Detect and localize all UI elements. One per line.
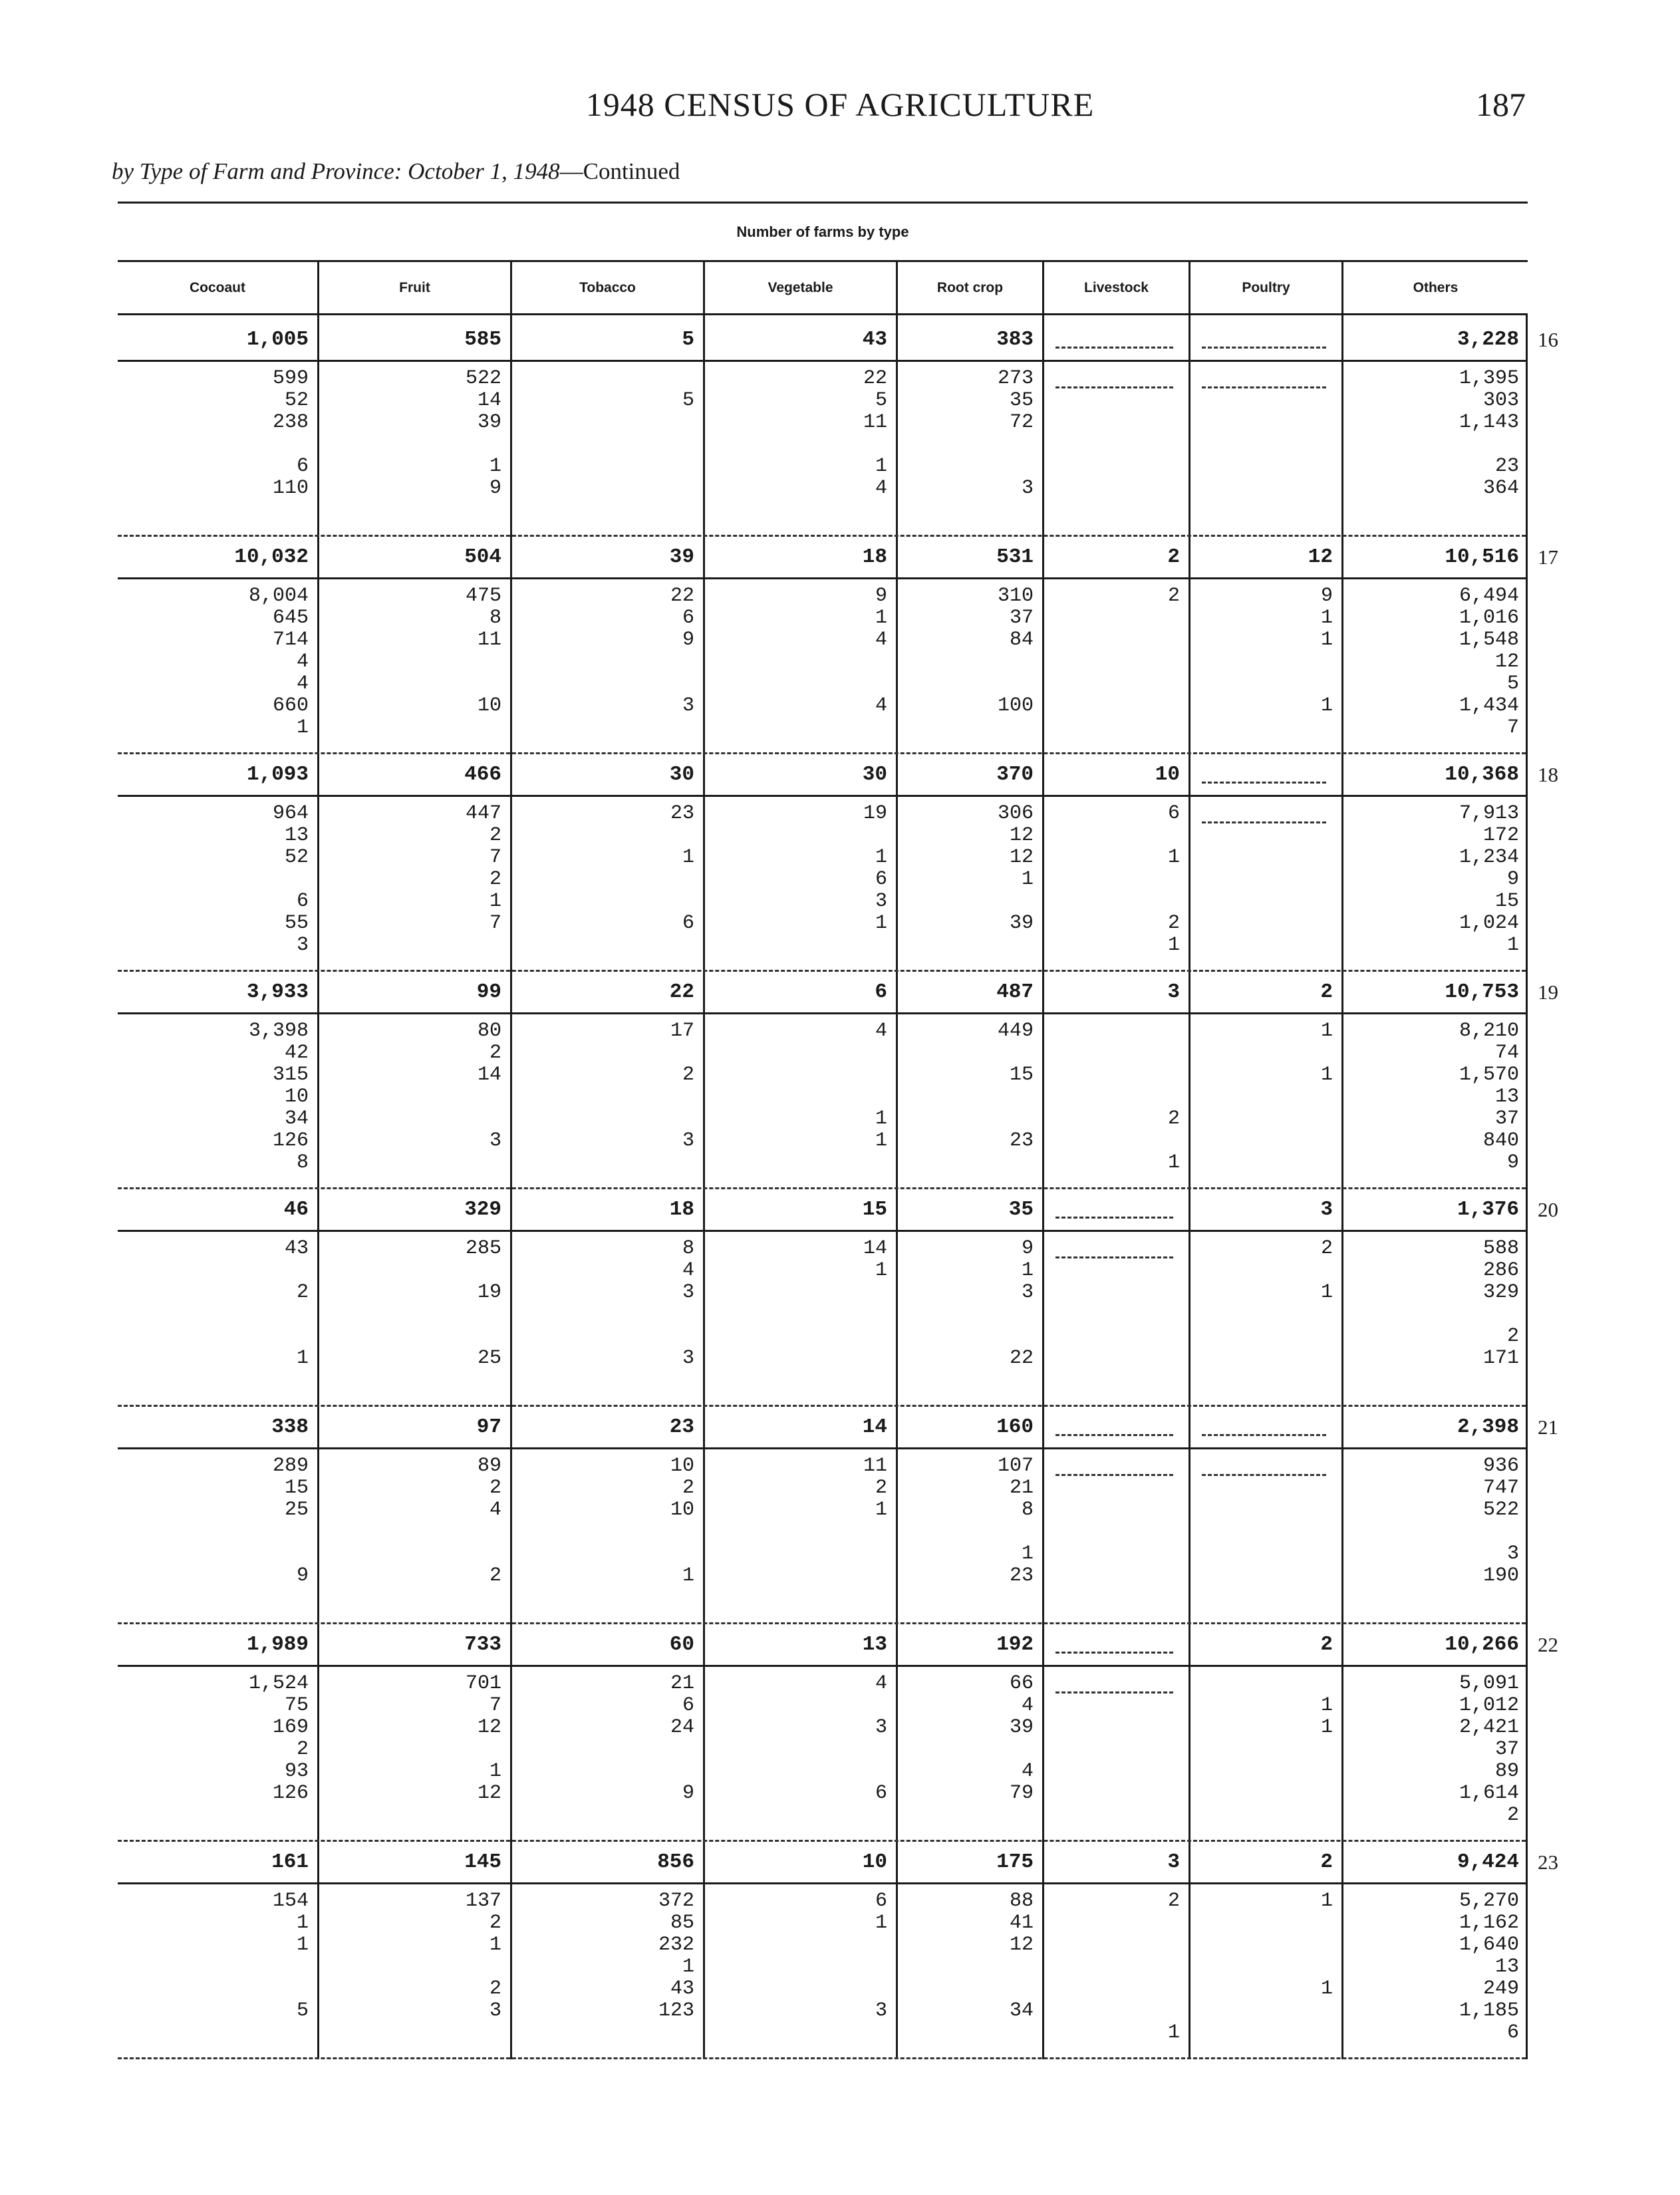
total-value: 1,093 [246, 763, 309, 786]
leader-dots [1055, 1474, 1173, 1476]
subtitle-continued: —Continued [559, 158, 680, 184]
total-value: 2 [1320, 1850, 1333, 1874]
data-column-values: 23 1 6 [670, 802, 694, 935]
total-value: 60 [669, 1633, 694, 1656]
table-group [118, 755, 1528, 972]
row-number: 19 [1538, 980, 1558, 1004]
leader-dots [1202, 782, 1326, 784]
data-column-values: 2 [1167, 585, 1180, 607]
data-column-values: 4 3 6 [875, 1672, 887, 1805]
data-column-values: 1 1 [1320, 1890, 1333, 2000]
data-column-values: 2 1 [1167, 1107, 1180, 1174]
data-column-values: 6,494 1,016 1,548 12 5 1,434 7 [1459, 585, 1519, 739]
running-head: 1948 CENSUS OF AGRICULTURE [585, 86, 1095, 123]
table-group [118, 1190, 1528, 1407]
total-value: 15 [862, 1198, 887, 1221]
total-value: 145 [464, 1850, 501, 1874]
data-column-values: 66 4 39 4 79 [1009, 1672, 1034, 1805]
total-value: 10,368 [1445, 763, 1519, 786]
row-number: 18 [1538, 763, 1558, 786]
total-value: 30 [669, 763, 694, 786]
total-value: 1,989 [246, 1633, 309, 1656]
group-divider [118, 1405, 1526, 1407]
data-column-values: 289 15 25 9 [272, 1455, 309, 1587]
data-column-values: 43 2 1 [284, 1237, 309, 1370]
total-value: 10 [1155, 763, 1180, 786]
data-column-values: 6 1 3 [875, 1890, 887, 2022]
data-column-values: 599 52 238 6 110 [272, 367, 309, 500]
data-column-values: 2 1 [1320, 1237, 1333, 1304]
data-column-values: 4 1 1 [875, 1020, 887, 1152]
total-value: 175 [996, 1850, 1034, 1874]
total-value: 9,424 [1457, 1850, 1519, 1874]
data-column-values: 9 1 4 4 [875, 585, 887, 717]
total-value: 2 [1320, 1633, 1333, 1656]
total-value: 43 [862, 328, 887, 351]
data-column-values: 522 14 39 1 9 [465, 367, 501, 500]
data-column-values: 14 1 [863, 1237, 887, 1282]
data-column-values: 22 6 9 3 [670, 585, 694, 717]
column-header-tobacco: Tobacco [510, 262, 703, 315]
data-column-values: 88 41 12 34 [1009, 1890, 1034, 2022]
total-value: 2 [1320, 980, 1333, 1004]
subtitle-main: by Type of Farm and Province: October 1, 1948 [112, 158, 560, 184]
total-value: 531 [996, 545, 1034, 569]
data-column-values: 285 19 25 [465, 1237, 501, 1370]
data-column-values: 310 37 84 100 [997, 585, 1034, 717]
table-subtitle [112, 158, 680, 185]
data-column-values: 21 6 24 9 [670, 1672, 694, 1805]
data-column-values: 107 21 8 1 23 [997, 1455, 1034, 1587]
total-value: 160 [996, 1415, 1034, 1439]
leader-dots [1055, 1217, 1173, 1219]
data-column-values: 2 1 [1167, 1890, 1180, 2044]
group-divider [118, 1840, 1526, 1842]
data-column-values: 964 13 52 6 55 3 [272, 802, 309, 956]
total-value: 6 [875, 980, 887, 1004]
farm-type-table [118, 202, 1558, 2059]
data-column-values: 588 286 329 2 171 [1482, 1237, 1519, 1370]
row-number: 16 [1538, 328, 1558, 351]
leader-dots [1202, 821, 1326, 823]
data-column-values: 8,004 645 714 4 4 660 1 [248, 585, 309, 739]
data-column-values: 10 2 10 1 [670, 1455, 694, 1587]
data-column-values: 154 1 1 5 [272, 1890, 309, 2022]
total-value: 97 [476, 1415, 501, 1439]
total-value: 39 [669, 545, 694, 569]
total-value: 383 [996, 328, 1034, 351]
data-column-values: 137 2 1 2 3 [465, 1890, 501, 2022]
total-value: 338 [271, 1415, 309, 1439]
total-value: 504 [464, 545, 501, 569]
data-column-values: 17 2 3 [670, 1020, 694, 1152]
total-row [118, 1190, 1528, 1232]
leader-dots [1202, 1474, 1326, 1476]
column-header-livestock: Livestock [1042, 262, 1189, 315]
total-row [118, 1625, 1528, 1667]
data-column-values: 22 5 11 1 4 [863, 367, 887, 500]
total-value: 487 [996, 980, 1034, 1004]
total-value: 2 [1167, 545, 1180, 569]
column-header-fruit: Fruit [317, 262, 510, 315]
total-row [118, 1842, 1528, 1884]
total-value: 329 [464, 1198, 501, 1221]
total-value: 12 [1308, 545, 1333, 569]
leader-dots [1202, 347, 1326, 349]
total-value: 99 [476, 980, 501, 1004]
total-value: 1,376 [1457, 1198, 1519, 1221]
total-value: 3 [1320, 1198, 1333, 1221]
data-column-values: 449 15 23 [997, 1020, 1034, 1152]
total-row [118, 972, 1528, 1014]
data-column-values: 7,913 172 1,234 9 15 1,024 1 [1459, 802, 1519, 956]
total-value: 13 [862, 1633, 887, 1656]
total-value: 3,228 [1457, 328, 1519, 351]
data-column-values: 11 2 1 [863, 1455, 887, 1521]
leader-dots [1202, 386, 1326, 388]
group-divider [118, 535, 1526, 537]
leader-dots [1055, 347, 1173, 349]
column-header-others: Others [1341, 262, 1528, 315]
group-divider [118, 1622, 1526, 1624]
column-header-poultry: Poultry [1189, 262, 1341, 315]
total-value: 30 [862, 763, 887, 786]
total-value: 585 [464, 328, 501, 351]
data-column-values: 701 7 12 1 12 [465, 1672, 501, 1805]
data-column-values: 1,395 303 1,143 23 364 [1459, 367, 1519, 500]
data-column-values: 5 [682, 389, 694, 412]
table-group [118, 1625, 1528, 1842]
data-column-values: 8,210 74 1,570 13 37 840 9 [1459, 1020, 1519, 1174]
total-value: 1,005 [246, 328, 309, 351]
row-number: 23 [1538, 1850, 1558, 1874]
data-column-values: 8 4 3 3 [682, 1237, 694, 1370]
column-header-root-crop: Root crop [896, 262, 1042, 315]
data-column-values: 273 35 72 3 [997, 367, 1034, 500]
data-column-values: 447 2 7 2 1 7 [465, 802, 501, 935]
total-value: 370 [996, 763, 1034, 786]
leader-dots [1055, 1691, 1173, 1693]
total-value: 2,398 [1457, 1415, 1519, 1439]
total-value: 3 [1167, 1850, 1180, 1874]
data-column-values: 372 85 232 1 43 123 [658, 1890, 694, 2022]
total-value: 23 [669, 1415, 694, 1439]
table-group [118, 537, 1528, 755]
leader-dots [1202, 1434, 1326, 1436]
total-value: 10 [862, 1850, 887, 1874]
row-number: 17 [1538, 545, 1558, 569]
data-column-values: 1 1 [1320, 1020, 1333, 1086]
data-column-values: 19 1 6 3 1 [863, 802, 887, 935]
leader-dots [1055, 386, 1173, 388]
total-value: 161 [271, 1850, 309, 1874]
column-header-cocoaut: Cocoaut [118, 262, 317, 315]
group-divider [118, 1187, 1526, 1189]
page-number: 187 [1476, 86, 1526, 123]
total-value: 14 [862, 1415, 887, 1439]
data-column-values: 1,524 75 169 2 93 126 [248, 1672, 309, 1805]
total-value: 22 [669, 980, 694, 1004]
total-value: 10,032 [234, 545, 309, 569]
total-value: 3 [1167, 980, 1180, 1004]
data-column-values: 936 747 522 3 190 [1482, 1455, 1519, 1587]
row-number: 20 [1538, 1198, 1558, 1221]
total-value: 733 [464, 1633, 501, 1656]
table-group [118, 972, 1528, 1190]
data-column-values: 3,398 42 315 10 34 126 8 [248, 1020, 309, 1174]
total-value: 466 [464, 763, 501, 786]
total-row [118, 755, 1528, 797]
total-row [118, 1407, 1528, 1449]
row-number: 22 [1538, 1633, 1558, 1656]
total-value: 856 [657, 1850, 694, 1874]
table-group [118, 1842, 1528, 2060]
leader-dots [1055, 1256, 1173, 1258]
table-group [118, 320, 1528, 537]
data-column-values: 89 2 4 2 [477, 1455, 501, 1587]
row-number: 21 [1538, 1415, 1558, 1439]
total-value: 3,933 [246, 980, 309, 1004]
total-value: 5 [682, 328, 694, 351]
data-column-values: 5,270 1,162 1,640 13 249 1,185 6 [1459, 1890, 1519, 2044]
data-column-values: 306 12 12 1 39 [997, 802, 1034, 935]
total-value: 35 [1008, 1198, 1034, 1221]
span-header: Number of farms by type [118, 204, 1528, 262]
column-header-vegetable: Vegetable [703, 262, 896, 315]
data-column-values: 5,091 1,012 2,421 37 89 1,614 2 [1459, 1672, 1519, 1827]
total-value: 192 [996, 1633, 1034, 1656]
total-row [118, 320, 1528, 362]
table-group [118, 1407, 1528, 1625]
total-value: 10,753 [1445, 980, 1519, 1004]
data-column-values: 1 1 [1320, 1694, 1333, 1739]
total-value: 10,516 [1445, 545, 1519, 569]
group-divider [118, 970, 1526, 972]
leader-dots [1055, 1652, 1173, 1654]
leader-dots [1055, 1434, 1173, 1436]
data-column-values: 9 1 3 22 [1009, 1237, 1034, 1370]
group-divider [118, 2057, 1526, 2059]
data-column-values: 475 8 11 10 [465, 585, 501, 717]
group-divider [118, 752, 1526, 754]
total-value: 46 [283, 1198, 309, 1221]
data-column-values: 9 1 1 1 [1320, 585, 1333, 717]
total-value: 18 [862, 545, 887, 569]
data-column-values: 80 2 14 3 [477, 1020, 501, 1152]
total-value: 10,266 [1445, 1633, 1519, 1656]
total-value: 18 [669, 1198, 694, 1221]
data-column-values: 6 1 2 1 [1167, 802, 1180, 956]
